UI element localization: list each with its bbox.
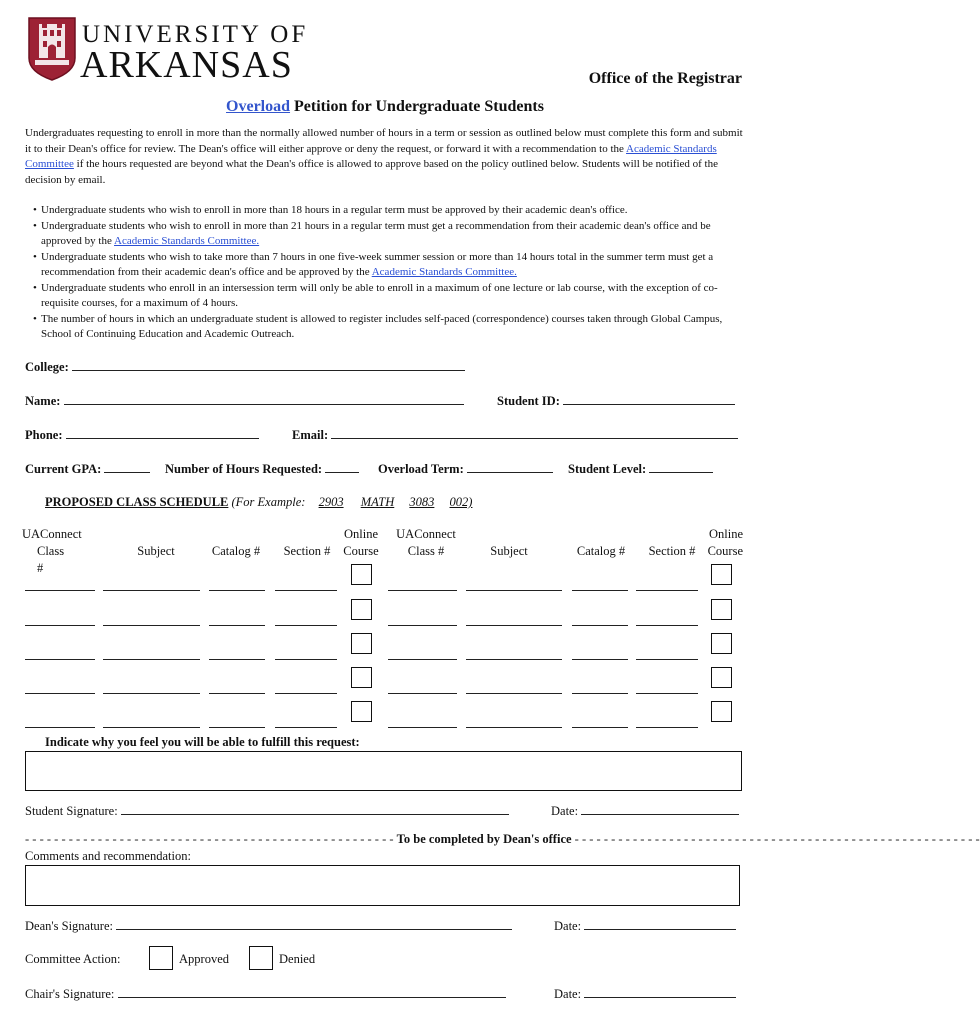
schedule-cell[interactable] — [103, 590, 200, 591]
schedule-cell[interactable] — [25, 659, 95, 660]
example-class: 2903 — [318, 495, 344, 509]
col-online-left — [336, 526, 386, 560]
chairs-signature-field[interactable] — [118, 986, 506, 998]
email-field[interactable] — [331, 427, 738, 439]
col-online-line2: Course — [343, 544, 379, 558]
level-row — [568, 461, 713, 477]
student-date-field[interactable] — [581, 803, 739, 815]
name-label: Name: — [25, 394, 61, 408]
student-signature-label: Student Signature: — [25, 804, 118, 818]
schedule-cell[interactable] — [466, 659, 562, 660]
level-field[interactable] — [649, 461, 713, 473]
date-label: Date: — [554, 987, 582, 1001]
phone-row — [25, 427, 259, 443]
deans-signature-field[interactable] — [116, 918, 512, 930]
col-uaconnect-line2: Class # — [37, 544, 65, 575]
level-label: Student Level: — [568, 462, 647, 476]
reason-textbox[interactable] — [25, 751, 742, 791]
schedule-cell[interactable] — [275, 659, 337, 660]
deans-signature-row — [25, 918, 512, 934]
title-text: Petition for Undergraduate Students — [290, 98, 544, 115]
schedule-cell[interactable] — [636, 625, 698, 626]
policy-text: Undergraduate students who wish to enroll in more than 21 hours in a regular term must get a recommendation from their academic dean's office and be approved by the — [41, 219, 711, 247]
student-date-row — [551, 803, 739, 819]
hours-row — [165, 461, 359, 477]
term-field[interactable] — [467, 461, 553, 473]
hours-field[interactable] — [325, 461, 359, 473]
policy-item: • Undergraduate students who wish to enroll in more than 18 hours in a regular term must be approved by their academic dean's office. — [25, 203, 745, 219]
example-label: (For Example: — [231, 495, 306, 509]
student-signature-field[interactable] — [121, 803, 509, 815]
name-row — [25, 393, 464, 409]
col-catalog-left: Catalog # — [211, 544, 261, 558]
online-course-checkbox[interactable] — [351, 667, 372, 688]
deans-section-divider — [25, 832, 980, 847]
academic-standards-link[interactable]: Academic Standards Committee — [25, 142, 717, 170]
logo-wordmark-top: UNIVERSITY OF — [82, 21, 309, 48]
college-field[interactable] — [72, 359, 465, 371]
col-uaconnect-line2: Class # — [407, 544, 445, 558]
name-field[interactable] — [64, 393, 464, 405]
chairs-signature-label: Chair's Signature: — [25, 987, 115, 1001]
online-course-checkbox[interactable] — [711, 633, 732, 654]
divider-dashes-left: - - - - - - - - - - - - - - - - - - - - - - - - - - - - - - - - - - - - - - - - - - - - - - - - - - - — [25, 832, 397, 846]
deans-date-field[interactable] — [584, 918, 736, 930]
schedule-cell[interactable] — [572, 659, 628, 660]
intro-paragraph — [25, 126, 745, 188]
schedule-cell[interactable] — [388, 625, 457, 626]
intro-text-2: if the hours requested are beyond what the Dean's office is allowed to approve based on the policy outlined below. Students will be notified of the decision by email. — [25, 158, 718, 186]
approved-checkbox[interactable] — [149, 946, 173, 970]
col-catalog-right: Catalog # — [576, 544, 626, 558]
schedule-cell[interactable] — [388, 693, 457, 694]
email-label: Email: — [292, 428, 329, 442]
schedule-cell[interactable] — [388, 659, 457, 660]
deans-signature-label: Dean's Signature: — [25, 919, 113, 933]
student-id-label: Student ID: — [497, 394, 560, 408]
overload-link[interactable]: Overload — [226, 98, 291, 115]
approved-label: Approved — [179, 952, 229, 966]
date-label: Date: — [551, 804, 579, 818]
term-row — [378, 461, 553, 477]
deans-section-label: To be completed by Dean's office — [396, 832, 572, 846]
schedule-cell[interactable] — [25, 693, 95, 694]
student-id-field[interactable] — [563, 393, 735, 405]
phone-field[interactable] — [66, 427, 259, 439]
policy-item — [25, 219, 745, 250]
gpa-label: Current GPA: — [25, 462, 102, 476]
office-name: Office of the Registrar — [588, 70, 742, 87]
schedule-cell[interactable] — [209, 659, 265, 660]
academic-standards-link[interactable]: Academic Standards Committee. — [114, 235, 260, 247]
comments-label: Comments and recommendation: — [25, 849, 191, 863]
university-seal-logo — [25, 14, 79, 82]
schedule-cell[interactable] — [572, 727, 628, 728]
schedule-cell[interactable] — [388, 590, 457, 591]
chairs-date-field[interactable] — [584, 986, 736, 998]
intro-text-1: Undergraduates requesting to enroll in more than the normally allowed number of hours in a term or session as outlined below must complete this form and submit it to their Dean's office for review. The Dean's office will either approve or deny the request, or forward it with a recommendation to the — [25, 127, 743, 155]
online-course-checkbox[interactable] — [351, 633, 372, 654]
policy-item — [25, 250, 745, 281]
student-signature-row — [25, 803, 509, 819]
college-row — [25, 359, 465, 375]
online-course-checkbox[interactable] — [711, 564, 732, 585]
college-label: College: — [25, 360, 69, 374]
col-uaconnect-left — [22, 526, 82, 577]
schedule-cell[interactable] — [103, 693, 200, 694]
schedule-cell[interactable] — [466, 693, 562, 694]
schedule-cell[interactable] — [25, 727, 95, 728]
schedule-cell[interactable] — [466, 590, 562, 591]
online-course-checkbox[interactable] — [711, 599, 732, 620]
col-uaconnect-line1: UAConnect — [22, 527, 82, 541]
col-section-left: Section # — [283, 544, 331, 558]
schedule-cell[interactable] — [275, 625, 337, 626]
schedule-cell[interactable] — [25, 625, 95, 626]
example-section: 002) — [449, 495, 473, 509]
hours-label: Number of Hours Requested: — [165, 462, 323, 476]
col-online-line2: Course — [707, 544, 743, 558]
denied-checkbox[interactable] — [249, 946, 273, 970]
col-uaconnect-line1: UAConnect — [396, 527, 456, 541]
schedule-cell[interactable] — [466, 625, 562, 626]
schedule-cell[interactable] — [636, 693, 698, 694]
schedule-heading — [45, 495, 472, 510]
gpa-row — [25, 461, 150, 477]
student-id-row — [497, 393, 735, 409]
schedule-cell[interactable] — [388, 727, 457, 728]
col-subject-left: Subject — [137, 544, 175, 558]
schedule-cell[interactable] — [572, 693, 628, 694]
deans-date-row — [554, 918, 736, 934]
schedule-cell[interactable] — [572, 590, 628, 591]
online-course-checkbox[interactable] — [711, 701, 732, 722]
col-online-line1: Online — [708, 527, 743, 541]
schedule-cell[interactable] — [103, 727, 200, 728]
academic-standards-link[interactable]: Academic Standards Committee. — [371, 266, 517, 278]
col-online-right — [697, 526, 743, 560]
col-online-line1: Online — [343, 527, 379, 541]
schedule-cell[interactable] — [209, 625, 265, 626]
col-section-right: Section # — [648, 544, 696, 558]
schedule-cell[interactable] — [103, 625, 200, 626]
schedule-cell[interactable] — [572, 625, 628, 626]
committee-action-label: Committee Action: — [25, 952, 121, 966]
schedule-cell[interactable] — [209, 693, 265, 694]
col-subject-right: Subject — [490, 544, 528, 558]
schedule-cell[interactable] — [25, 590, 95, 591]
logo-wordmark-bottom: ARKANSAS — [80, 44, 293, 86]
schedule-cell[interactable] — [636, 590, 698, 591]
schedule-cell[interactable] — [636, 659, 698, 660]
schedule-cell[interactable] — [466, 727, 562, 728]
schedule-cell[interactable] — [275, 590, 337, 591]
schedule-cell[interactable] — [636, 727, 698, 728]
schedule-cell[interactable] — [275, 727, 337, 728]
schedule-cell[interactable] — [209, 590, 265, 591]
gpa-field[interactable] — [104, 461, 150, 473]
policy-item: • Undergraduate students who enroll in an intersession term will only be able to enroll in a maximum of one lecture or lab course, with the exception of co-requisite courses, for a maximum of 4 hours. — [25, 281, 745, 312]
policy-list — [25, 203, 745, 343]
schedule-cell[interactable] — [209, 727, 265, 728]
email-row — [292, 427, 738, 443]
schedule-title: PROPOSED CLASS SCHEDULE — [45, 495, 229, 509]
online-course-checkbox[interactable] — [351, 701, 372, 722]
online-course-checkbox[interactable] — [711, 667, 732, 688]
date-label: Date: — [554, 919, 582, 933]
term-label: Overload Term: — [378, 462, 464, 476]
reason-label: Indicate why you feel you will be able to fulfill this request: — [45, 735, 360, 749]
denied-label: Denied — [279, 952, 316, 966]
example-catalog: 3083 — [409, 495, 435, 509]
col-uaconnect-right — [390, 526, 462, 560]
phone-label: Phone: — [25, 428, 63, 442]
page-title — [0, 98, 770, 116]
policy-item: • The number of hours in which an undergraduate student is allowed to register includes self-paced (correspondence) courses taken through Global Campus, School of Continuing Education and Academic Outreach. — [25, 312, 745, 343]
schedule-cell[interactable] — [275, 693, 337, 694]
chairs-signature-row — [25, 986, 506, 1002]
divider-dashes-right: - - - - - - - - - - - - - - - - - - - - - - - - - - - - - - - - - - - - - - - - - - - - - - - - - - - - - - - - — [571, 832, 980, 846]
chairs-date-row — [554, 986, 736, 1002]
policy-text: Undergraduate students who wish to take more than 7 hours in one five-week summer session or more than 14 hours total in the summer term must get a recommendation from their academic dean's office and be approved by the — [41, 250, 714, 278]
online-course-checkbox[interactable] — [351, 564, 372, 585]
online-course-checkbox[interactable] — [351, 599, 372, 620]
schedule-cell[interactable] — [103, 659, 200, 660]
example-subject: MATH — [360, 495, 395, 509]
comments-textbox[interactable] — [25, 865, 740, 906]
